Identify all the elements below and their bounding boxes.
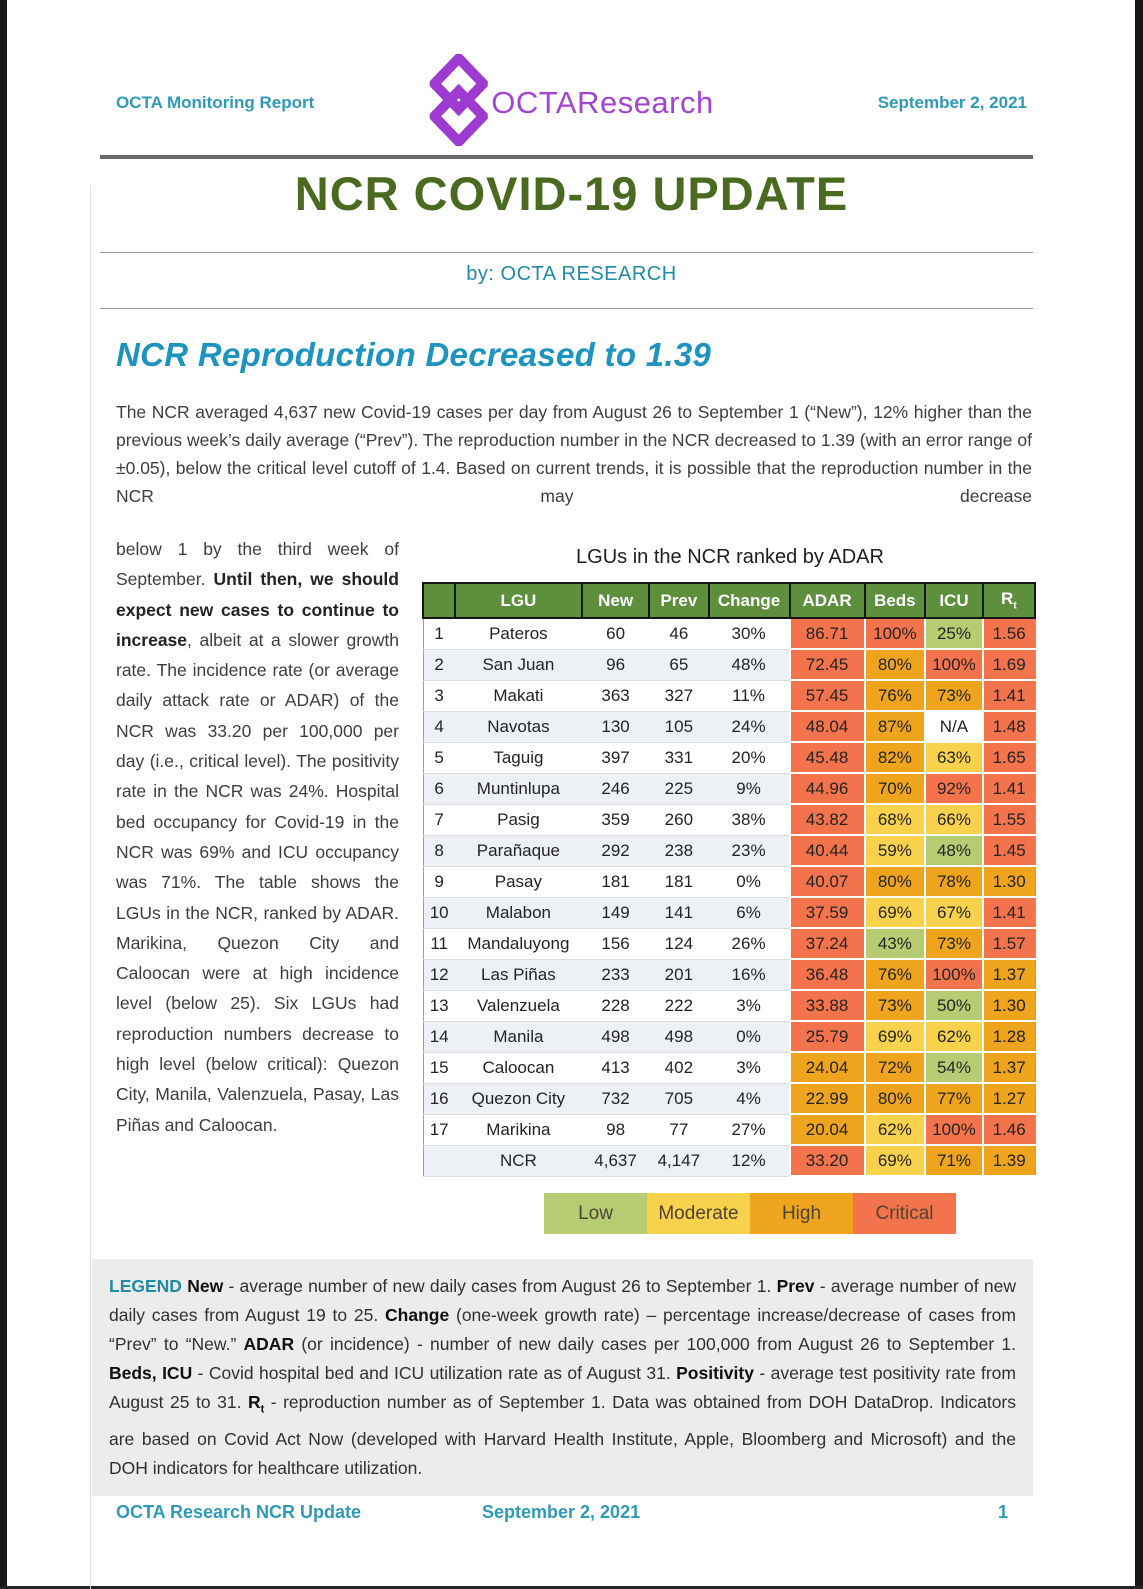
adar-cell: 25.79 <box>790 1021 865 1052</box>
icu-cell: 78% <box>925 866 983 897</box>
icu-cell: 25% <box>925 618 983 649</box>
rank-cell: 4 <box>423 711 455 742</box>
change-cell: 3% <box>709 1052 790 1083</box>
rank-cell: 3 <box>423 680 455 711</box>
adar-cell: 57.45 <box>790 680 865 711</box>
table-body <box>423 618 1035 1176</box>
legend-text: (or incidence) - number of new daily cases per 100,000 from August 26 to September 1. <box>294 1334 1017 1354</box>
new-cell: 156 <box>582 928 649 959</box>
lgu-cell: Mandaluyong <box>455 928 582 959</box>
col-header-rt: $R_t$ <box>983 583 1035 618</box>
rt-cell: 1.28 <box>983 1021 1035 1052</box>
rt-cell: 1.37 <box>983 959 1035 990</box>
table-row <box>423 1021 1035 1052</box>
rt-cell: 1.45 <box>983 835 1035 866</box>
prev-cell: 124 <box>649 928 708 959</box>
rt-cell: 1.27 <box>983 1083 1035 1114</box>
prev-cell: 705 <box>649 1083 708 1114</box>
legend-level-critical: Critical <box>853 1193 956 1234</box>
change-cell: 3% <box>709 990 790 1021</box>
lgu-cell: Manila <box>455 1021 582 1052</box>
lgu-cell: Las Piñas <box>455 959 582 990</box>
footer-report-name: OCTA Research NCR Update <box>116 1502 362 1522</box>
prev-cell: 4,147 <box>649 1145 708 1176</box>
rank-cell: 11 <box>423 928 455 959</box>
change-cell: 30% <box>709 618 790 649</box>
adar-cell: 40.44 <box>790 835 865 866</box>
beds-cell: 82% <box>865 742 926 773</box>
new-cell: 228 <box>582 990 649 1021</box>
legend-text: - Covid hospital bed and ICU utilization rate as of August 31. <box>192 1363 677 1383</box>
rt-cell: 1.55 <box>983 804 1035 835</box>
rt-cell: 1.39 <box>983 1145 1035 1176</box>
lgu-cell: Pasay <box>455 866 582 897</box>
table-row <box>423 804 1035 835</box>
adar-cell: 20.04 <box>790 1114 865 1145</box>
beds-cell: 80% <box>865 649 926 680</box>
icu-cell: 63% <box>925 742 983 773</box>
change-cell: 20% <box>709 742 790 773</box>
prev-cell: 65 <box>649 649 708 680</box>
new-cell: 292 <box>582 835 649 866</box>
rt-cell: 1.37 <box>983 1052 1035 1083</box>
legend-term: New <box>187 1276 224 1296</box>
table-header-row <box>423 583 1035 618</box>
beds-cell: 72% <box>865 1052 926 1083</box>
new-cell: 98 <box>582 1114 649 1145</box>
table-title: LGUs in the NCR ranked by ADAR <box>576 546 884 568</box>
rank-cell: 14 <box>423 1021 455 1052</box>
new-cell: 246 <box>582 773 649 804</box>
new-cell: 413 <box>582 1052 649 1083</box>
prev-cell: 181 <box>649 866 708 897</box>
legend-term: $R_t$ <box>247 1392 265 1416</box>
icu-cell: 100% <box>925 649 983 680</box>
icu-cell: 92% <box>925 773 983 804</box>
table-row <box>423 959 1035 990</box>
rt-cell: 1.46 <box>983 1114 1035 1145</box>
legend-term: Change <box>385 1305 450 1325</box>
new-cell: 363 <box>582 680 649 711</box>
legend-label: LEGEND <box>109 1276 188 1296</box>
beds-cell: 68% <box>865 804 926 835</box>
beds-cell: 80% <box>865 866 926 897</box>
rank-cell: 1 <box>423 618 455 649</box>
adar-cell: 22.99 <box>790 1083 865 1114</box>
change-cell: 12% <box>709 1145 790 1176</box>
prev-cell: 201 <box>649 959 708 990</box>
lgu-cell: Muntinlupa <box>455 773 582 804</box>
change-cell: 0% <box>709 1021 790 1052</box>
new-cell: 60 <box>582 618 649 649</box>
adar-cell: 37.59 <box>790 897 865 928</box>
beds-cell: 73% <box>865 990 926 1021</box>
legend-level-high: High <box>750 1193 853 1234</box>
rank-cell: 15 <box>423 1052 455 1083</box>
rank-cell: 7 <box>423 804 455 835</box>
footer-page-number: 1 <box>997 1502 1008 1522</box>
beds-cell: 76% <box>865 959 926 990</box>
thick-divider <box>100 155 1033 159</box>
rt-cell: 1.41 <box>983 773 1035 804</box>
new-cell: 130 <box>582 711 649 742</box>
table-row <box>423 1083 1035 1114</box>
rt-cell: 1.30 <box>983 866 1035 897</box>
body-text-bold: Until then, we should expect new cases to continue to increase <box>116 569 399 650</box>
lgu-cell: Quezon City <box>455 1083 582 1114</box>
change-cell: 24% <box>709 711 790 742</box>
beds-cell: 69% <box>865 897 926 928</box>
legend-term: Positivity <box>676 1363 754 1383</box>
icu-cell: N/A <box>925 711 983 742</box>
adar-table <box>422 582 1036 1177</box>
intro-paragraph: The NCR averaged 4,637 new Covid-19 cases per day from August 26 to September 1 (“New”), 12% higher than the previous week’s daily average (“Prev”). The reproduction number in the NCR decreased to 1.39 (with an error range of ±0.05), below the critical level cutoff of 1.4. Based on current trends, it is possible that the reproduction number in the NCR may decrease <box>116 402 1032 506</box>
byline: by: OCTA RESEARCH <box>466 263 677 285</box>
legend-text: - average number of new daily cases from August 26 to September 1. <box>223 1276 777 1296</box>
change-cell: 9% <box>709 773 790 804</box>
icu-cell: 77% <box>925 1083 983 1114</box>
article-headline: NCR Reproduction Decreased to 1.39 <box>116 336 712 373</box>
icu-cell: 73% <box>925 928 983 959</box>
new-cell: 397 <box>582 742 649 773</box>
col-header-rank <box>423 583 455 618</box>
change-cell: 26% <box>709 928 790 959</box>
new-cell: 149 <box>582 897 649 928</box>
prev-cell: 222 <box>649 990 708 1021</box>
rt-cell: 1.57 <box>983 928 1035 959</box>
rank-cell: 2 <box>423 649 455 680</box>
lgu-cell: Malabon <box>455 897 582 928</box>
prev-cell: 141 <box>649 897 708 928</box>
icu-cell: 71% <box>925 1145 983 1176</box>
icu-cell: 48% <box>925 835 983 866</box>
legend-level-low: Low <box>544 1193 647 1234</box>
thin-divider-top <box>100 252 1033 253</box>
col-header-lgu: LGU <box>455 583 582 618</box>
beds-cell: 59% <box>865 835 926 866</box>
legend-term: Beds, ICU <box>109 1363 193 1383</box>
new-cell: 4,637 <box>582 1145 649 1176</box>
change-cell: 0% <box>709 866 790 897</box>
table-header <box>423 583 1035 618</box>
legend-text: - reproduction number as of September 1. Data was obtained from DOH DataDrop. Indicators are based on Covid Act Now (developed with Harvard Health Institute, Apple, Bloomberg and Microsoft) and the DOH indicators for healthcare utilization. <box>109 1392 1016 1478</box>
thin-divider-bottom <box>100 308 1033 309</box>
legend-text: (one-week growth rate) – percentage increase/decrease of cases from “Prev” to “New.” <box>109 1305 1016 1354</box>
rt-cell: 1.41 <box>983 897 1035 928</box>
new-cell: 96 <box>582 649 649 680</box>
adar-cell: 44.96 <box>790 773 865 804</box>
adar-cell: 33.20 <box>790 1145 865 1176</box>
adar-cell: 36.48 <box>790 959 865 990</box>
change-cell: 16% <box>709 959 790 990</box>
table-row <box>423 835 1035 866</box>
rank-cell: 12 <box>423 959 455 990</box>
table-row <box>423 618 1035 649</box>
lgu-cell: Caloocan <box>455 1052 582 1083</box>
body-text: below 1 by the third week of September. <box>116 539 399 590</box>
table-row <box>423 990 1035 1021</box>
table-row <box>423 649 1035 680</box>
col-header-new: New <box>582 583 649 618</box>
rank-cell: 9 <box>423 866 455 897</box>
report-type-label: OCTA Monitoring Report <box>116 93 315 112</box>
lgu-cell: Navotas <box>455 711 582 742</box>
adar-cell: 72.45 <box>790 649 865 680</box>
change-cell: 6% <box>709 897 790 928</box>
rt-cell: 1.69 <box>983 649 1035 680</box>
col-header-icu: ICU <box>925 583 983 618</box>
change-cell: 4% <box>709 1083 790 1114</box>
icu-cell: 73% <box>925 680 983 711</box>
rt-cell: 1.30 <box>983 990 1035 1021</box>
beds-cell: 70% <box>865 773 926 804</box>
rt-cell: 1.48 <box>983 711 1035 742</box>
new-cell: 732 <box>582 1083 649 1114</box>
body-text: , albeit at a slower growth rate. The incidence rate (or average daily attack rate or ADAR) of the NCR was 33.20 per 100,000 per day (i.e., critical level). The positivity rate in the NCR was 24%. Hospital bed occupancy for Covid-19 in the NCR was 69% and ICU occupancy was 71%. The table shows the LGUs in the NCR, ranked by ADAR. Marikina, Quezon City and Caloocan were at high incidence level (below 25). Six LGUs had reproduction numbers decrease to high level (below critical): Quezon City, Manila, Valenzuela, Pasay, Las Piñas and Caloocan. <box>116 629 399 1135</box>
legend-term: Prev <box>776 1276 815 1296</box>
rank-cell: 6 <box>423 773 455 804</box>
col-header-change: Change <box>709 583 790 618</box>
change-cell: 38% <box>709 804 790 835</box>
prev-cell: 331 <box>649 742 708 773</box>
prev-cell: 225 <box>649 773 708 804</box>
adar-cell: 40.07 <box>790 866 865 897</box>
adar-cell: 45.48 <box>790 742 865 773</box>
page-fold-line <box>90 185 91 1589</box>
rt-cell: 1.65 <box>983 742 1035 773</box>
table-row <box>423 680 1035 711</box>
col-header-prev: Prev <box>649 583 708 618</box>
beds-cell: 62% <box>865 1114 926 1145</box>
icu-cell: 54% <box>925 1052 983 1083</box>
icu-cell: 67% <box>925 897 983 928</box>
table-row <box>423 866 1035 897</box>
rt-cell: 1.56 <box>983 618 1035 649</box>
lgu-cell: Pasig <box>455 804 582 835</box>
table-row <box>423 1114 1035 1145</box>
footer-date: September 2, 2021 <box>482 1502 641 1522</box>
beds-cell: 69% <box>865 1021 926 1052</box>
table-row <box>423 897 1035 928</box>
legend-level-moderate: Moderate <box>647 1193 750 1234</box>
lgu-cell: Pateros <box>455 618 582 649</box>
octa-diamonds-icon <box>429 54 487 151</box>
adar-cell: 43.82 <box>790 804 865 835</box>
rt-cell: 1.41 <box>983 680 1035 711</box>
brand-logo <box>429 54 714 151</box>
adar-cell: 37.24 <box>790 928 865 959</box>
prev-cell: 327 <box>649 680 708 711</box>
beds-cell: 43% <box>865 928 926 959</box>
prev-cell: 402 <box>649 1052 708 1083</box>
page-title: NCR COVID-19 UPDATE <box>294 167 849 220</box>
change-cell: 11% <box>709 680 790 711</box>
legend-text: - average test positivity rate from August 25 to 31. <box>109 1363 1016 1412</box>
change-cell: 23% <box>709 835 790 866</box>
level-legend-strip <box>544 1193 956 1234</box>
table-row <box>423 773 1035 804</box>
new-cell: 181 <box>582 866 649 897</box>
left-edge-bar <box>0 0 7 1589</box>
adar-table-section <box>422 546 1038 1234</box>
col-header-beds: Beds <box>865 583 926 618</box>
adar-cell: 86.71 <box>790 618 865 649</box>
icu-cell: 100% <box>925 959 983 990</box>
prev-cell: 77 <box>649 1114 708 1145</box>
change-cell: 27% <box>709 1114 790 1145</box>
adar-cell: 48.04 <box>790 711 865 742</box>
adar-cell: 33.88 <box>790 990 865 1021</box>
table-row <box>423 1052 1035 1083</box>
prev-cell: 260 <box>649 804 708 835</box>
right-edge-bar <box>1135 0 1143 1589</box>
icu-cell: 50% <box>925 990 983 1021</box>
lgu-cell: NCR <box>455 1145 582 1176</box>
beds-cell: 69% <box>865 1145 926 1176</box>
prev-cell: 46 <box>649 618 708 649</box>
brand-name: OCTAResearch <box>491 84 714 120</box>
lgu-cell: Taguig <box>455 742 582 773</box>
beds-cell: 87% <box>865 711 926 742</box>
lgu-cell: San Juan <box>455 649 582 680</box>
lgu-cell: Valenzuela <box>455 990 582 1021</box>
icu-cell: 66% <box>925 804 983 835</box>
lgu-cell: Makati <box>455 680 582 711</box>
adar-cell: 24.04 <box>790 1052 865 1083</box>
header-date: September 2, 2021 <box>877 93 1027 112</box>
icu-cell: 62% <box>925 1021 983 1052</box>
table-row <box>423 1145 1035 1176</box>
rank-cell <box>423 1145 455 1176</box>
lgu-cell: Marikina <box>455 1114 582 1145</box>
legend-term: ADAR <box>243 1334 295 1354</box>
col-header-adar: ADAR <box>790 583 865 618</box>
prev-cell: 238 <box>649 835 708 866</box>
table-row <box>423 711 1035 742</box>
body-left-column <box>116 534 399 1140</box>
table-row <box>423 928 1035 959</box>
rank-cell: 16 <box>423 1083 455 1114</box>
prev-cell: 105 <box>649 711 708 742</box>
new-cell: 233 <box>582 959 649 990</box>
rank-cell: 8 <box>423 835 455 866</box>
rank-cell: 17 <box>423 1114 455 1145</box>
beds-cell: 80% <box>865 1083 926 1114</box>
table-row <box>423 742 1035 773</box>
two-column-section <box>116 528 1032 1248</box>
new-cell: 359 <box>582 804 649 835</box>
icu-cell: 100% <box>925 1114 983 1145</box>
lgu-cell: Parañaque <box>455 835 582 866</box>
beds-cell: 76% <box>865 680 926 711</box>
legend-text: - average number of new daily cases from August 19 to 25. <box>109 1276 1016 1325</box>
change-cell: 48% <box>709 649 790 680</box>
rank-cell: 13 <box>423 990 455 1021</box>
legend-paragraph <box>92 1259 1033 1496</box>
new-cell: 498 <box>582 1021 649 1052</box>
prev-cell: 498 <box>649 1021 708 1052</box>
rank-cell: 5 <box>423 742 455 773</box>
rank-cell: 10 <box>423 897 455 928</box>
beds-cell: 100% <box>865 618 926 649</box>
